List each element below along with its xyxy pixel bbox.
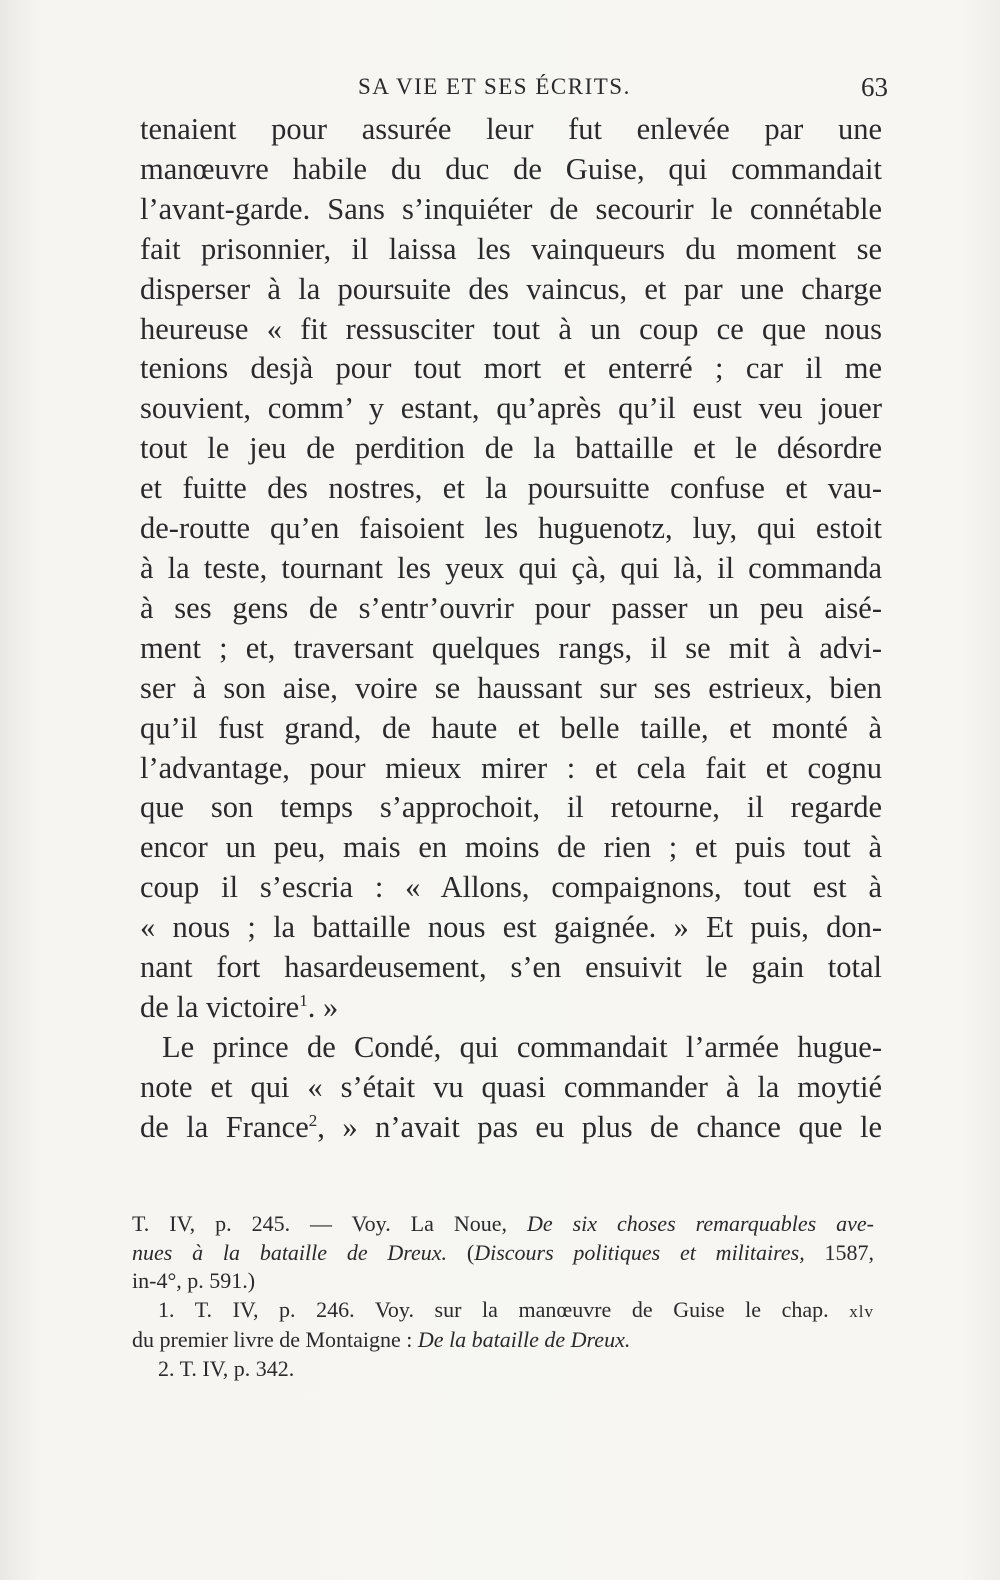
text-line: tout le jeu de perdition de la battaille et le désordre xyxy=(140,431,882,466)
text-line: tenions desjà pour tout mort et enterré ; car il me xyxy=(140,351,882,386)
running-head xyxy=(140,70,890,110)
page-number: 63 xyxy=(861,72,888,102)
text-line: que son temps s’approchoit, il retourne, il regarde xyxy=(140,790,882,825)
footnote-ref: 2 xyxy=(308,1110,318,1130)
text-line: à ses gens de s’entr’ouvrir pour passer un peu aisé- xyxy=(140,590,882,625)
text-line: nant fort hasardeusement, s’en ensuivit le gain total xyxy=(140,950,882,985)
text-line: de-routte qu’en faisoient les huguenotz, luy, qui estoit xyxy=(140,511,882,546)
text-line: « nous ; la battaille nous est gaignée. » Et puis, don- xyxy=(140,910,882,945)
text-fragment: de la France xyxy=(140,1109,309,1144)
footnote-line xyxy=(132,1326,874,1355)
footnote-ref: 1 xyxy=(299,990,308,1010)
text-line: à la teste, tournant les yeux qui çà, qui là, il commanda xyxy=(140,550,882,585)
text-line: note et qui « s’était vu quasi commander à la moytié xyxy=(140,1069,882,1104)
text-line: heureuse « fit ressusciter tout à un coup ce que nous xyxy=(140,311,882,346)
text-line: l’advantage, pour mieux mirer : et cela fait et cognu xyxy=(140,750,882,785)
text-line: disperser à la poursuite des vaincus, et par une charge xyxy=(140,271,882,306)
text-line xyxy=(140,1108,882,1148)
text-line: souvient, comm’ y estant, qu’après qu’il eust veu jouer xyxy=(140,391,882,426)
text-line: fait prisonnier, il laissa les vainqueurs du moment se xyxy=(140,231,882,266)
footnote-line xyxy=(132,1239,874,1268)
text-fragment: ( xyxy=(447,1239,475,1265)
text-fragment: du premier livre de Montaigne : xyxy=(132,1327,418,1352)
footnotes xyxy=(132,1210,874,1383)
text-line xyxy=(140,988,882,1028)
body-text xyxy=(140,110,882,1148)
footnote-line xyxy=(132,1210,874,1239)
text-line: et fuitte des nostres, et la poursuitte confuse et vau- xyxy=(140,471,882,506)
text-fragment: . » xyxy=(307,989,339,1024)
text-line: tenaient pour assurée leur fut enlevée par une xyxy=(140,112,882,146)
text-line: encor un peu, mais en moins de rien ; et puis tout à xyxy=(140,830,882,865)
text-line: coup il s’escria : « Allons, compaignons, tout est à xyxy=(140,870,882,905)
text-fragment: T. IV, p. 245. — Voy. La Noue, xyxy=(132,1211,527,1236)
italic-title: nues à la bataille de Dreux. xyxy=(132,1239,448,1265)
text-line: ser à son aise, voire se haussant sur ses estrieux, bien xyxy=(140,670,882,705)
footnote-line xyxy=(132,1296,874,1327)
text-fragment: 1587, xyxy=(804,1239,874,1265)
running-title: SA VIE ET SES ÉCRITS. xyxy=(358,74,631,99)
small-caps: xlv xyxy=(849,1301,874,1321)
footnote-line: 2. T. IV, p. 342. xyxy=(158,1355,295,1381)
italic-title: Discours politiques et militaires, xyxy=(474,1239,805,1265)
text-line: l’avant-garde. Sans s’inquiéter de secourir le connétable xyxy=(140,191,882,226)
text-line: ment ; et, traversant quelques rangs, il se mit à advi- xyxy=(140,630,882,665)
italic-title: De six choses remarquables ave- xyxy=(526,1211,874,1236)
italic-title: De la bataille de Dreux. xyxy=(417,1327,631,1352)
text-fragment: 1. T. IV, p. 246. Voy. sur la manœuvre de Guise le chap. xyxy=(158,1296,850,1322)
text-fragment: de la victoire xyxy=(140,989,300,1024)
footnote-line: in-4°, p. 591.) xyxy=(132,1268,256,1293)
text-line: qu’il fust grand, de haute et belle taille, et monté à xyxy=(140,710,882,745)
text-fragment: , » n’avait pas eu plus de chance que le xyxy=(317,1109,883,1144)
text-line: manœuvre habile du duc de Guise, qui commandait xyxy=(140,151,882,186)
text-line: Le prince de Condé, qui commandait l’armée hugue- xyxy=(162,1029,882,1064)
